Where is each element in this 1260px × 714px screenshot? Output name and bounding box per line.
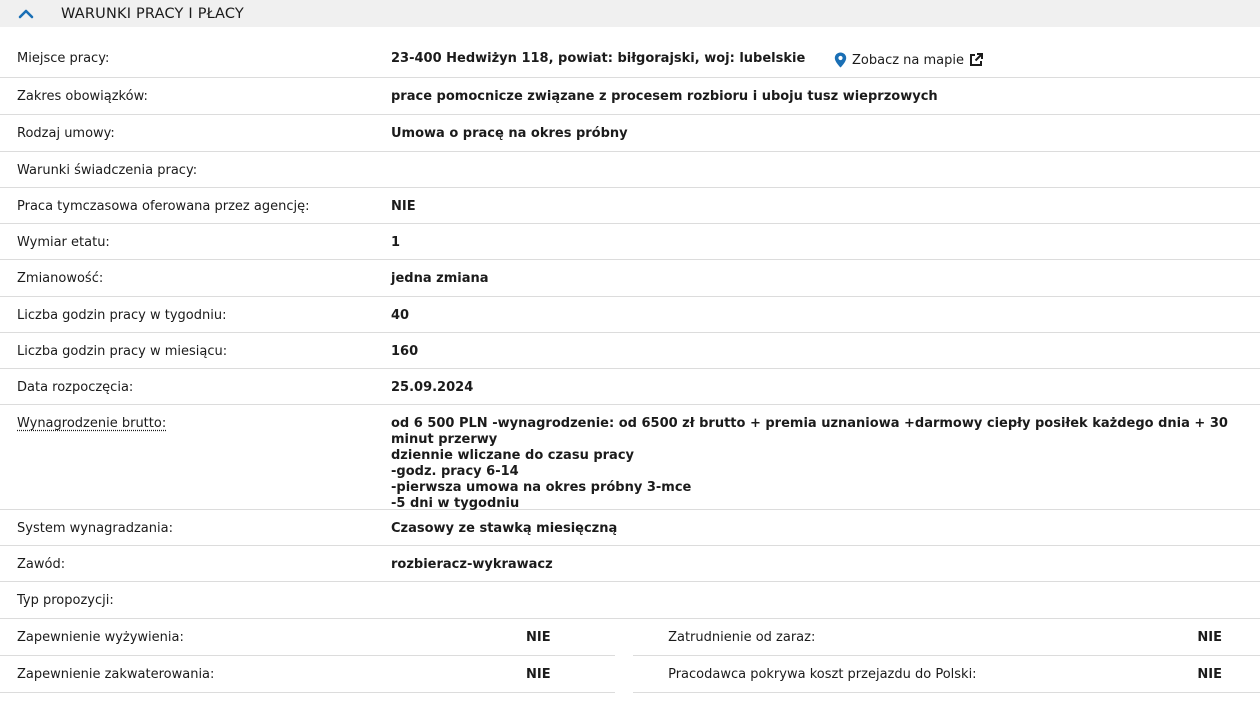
section-header[interactable] [0, 0, 1260, 27]
row-value: Czasowy ze stawką miesięczną [391, 521, 618, 536]
row-value: Umowa o pracę na okres próbny [391, 126, 628, 141]
pair-label: Zapewnienie wyżywienia: [17, 630, 184, 645]
row-system-wynagradzania [0, 510, 1260, 546]
row-praca-tymczasowa [0, 188, 1260, 224]
row-value: 1 [391, 235, 401, 250]
row-data-rozpoczecia [0, 369, 1260, 405]
pair-left [0, 619, 615, 656]
row-godziny-miesiac [0, 333, 1260, 369]
row-value: od 6 500 PLN -wynagrodzenie: od 6500 zł brutto + premia uznaniowa +darmowy ciepły posiłek każdego dnia + 30 minut przerwy dziennie wliczane do czasu pracy -godz. pracy 6-14 -pierwsza umowa na okres próbny 3-mce -5 dni w tygodniu [391, 416, 1228, 511]
row-rodzaj-umowy [0, 115, 1260, 152]
pair-row [0, 619, 1260, 656]
row-label: Zmianowość: [17, 271, 104, 286]
row-label: Rodzaj umowy: [17, 126, 115, 141]
row-value: rozbieracz-wykrawacz [391, 557, 553, 572]
row-label: Liczba godzin pracy w tygodniu: [17, 308, 227, 323]
row-label: Zakres obowiązków: [17, 89, 148, 104]
row-typ-propozycji [0, 582, 1260, 619]
row-wymiar-etatu [0, 224, 1260, 260]
row-label: Wymiar etatu: [17, 235, 110, 250]
pair-left [0, 656, 615, 693]
details-table [0, 27, 1260, 693]
row-wynagrodzenie-brutto [0, 405, 1260, 510]
pair-label: Zapewnienie zakwaterowania: [17, 667, 215, 682]
row-godziny-tydzien [0, 297, 1260, 333]
pair-right [633, 619, 1260, 656]
row-label: Typ propozycji: [17, 593, 114, 608]
pair-label: Pracodawca pokrywa koszt przejazdu do Polski: [668, 667, 977, 682]
row-value: 160 [391, 344, 419, 359]
row-label: Data rozpoczęcia: [17, 380, 134, 395]
row-value: jedna zmiana [391, 271, 489, 286]
chevron-up-icon[interactable] [17, 7, 35, 21]
map-pin-icon [834, 52, 847, 68]
row-label: Praca tymczasowa oferowana przez agencję: [17, 199, 310, 214]
pair-value: NIE [1197, 667, 1222, 682]
row-zakres-obowiazkow [0, 78, 1260, 115]
row-value: 40 [391, 308, 410, 323]
row-value: NIE [391, 199, 416, 214]
row-zmianowosc [0, 260, 1260, 297]
pair-value: NIE [1197, 630, 1222, 645]
row-label: Miejsce pracy: [17, 51, 110, 66]
row-label: Liczba godzin pracy w miesiącu: [17, 344, 228, 359]
pair-value: NIE [526, 667, 551, 682]
row-label-tooltip[interactable]: Wynagrodzenie brutto: [17, 416, 167, 431]
row-zawod [0, 546, 1260, 582]
pair-label: Zatrudnienie od zaraz: [668, 630, 816, 645]
row-value: 23-400 Hedwiżyn 118, powiat: biłgorajski, woj: lubelskie [391, 51, 806, 66]
pair-right [633, 656, 1260, 693]
row-miejsce-pracy [0, 27, 1260, 78]
row-label: Zawód: [17, 557, 66, 572]
map-link-label[interactable]: Zobacz na mapie [852, 52, 965, 68]
row-value: prace pomocnicze związane z procesem rozbioru i uboju tusz wieprzowych [391, 89, 938, 104]
section-title: WARUNKI PRACY I PŁACY [61, 5, 244, 22]
map-link[interactable] [834, 52, 983, 68]
row-warunki-swiadczenia [0, 152, 1260, 188]
pair-row [0, 656, 1260, 693]
row-label: System wynagradzania: [17, 521, 173, 536]
pair-value: NIE [526, 630, 551, 645]
external-link-icon [969, 53, 983, 67]
row-value: 25.09.2024 [391, 380, 474, 395]
row-label: Warunki świadczenia pracy: [17, 163, 198, 178]
